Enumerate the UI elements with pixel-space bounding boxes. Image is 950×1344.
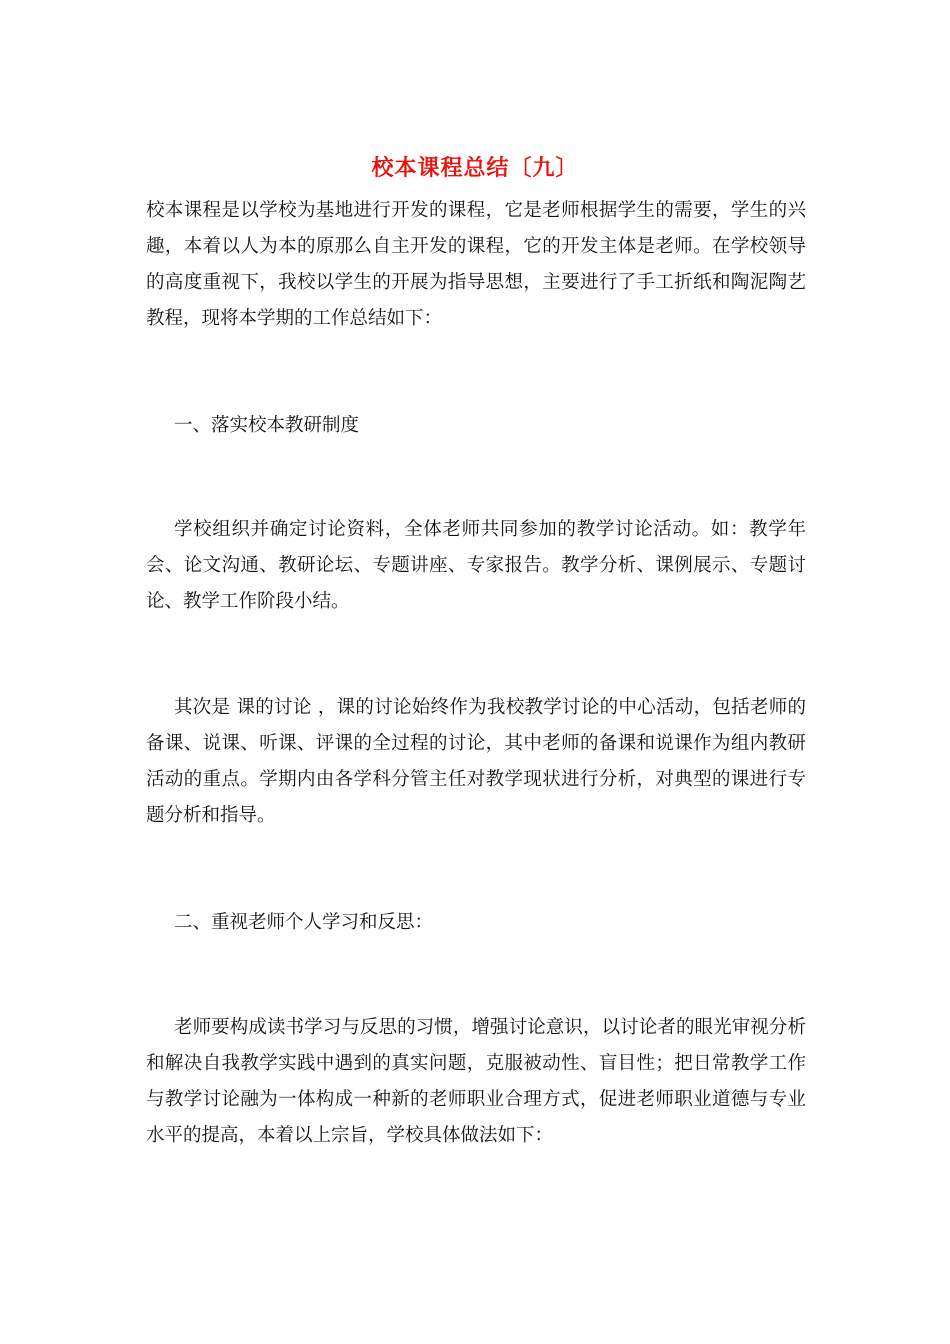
document-title: 校本课程总结〔九〕 [371, 155, 579, 181]
intro-paragraph: 校本课程是以学校为基地进行开发的课程，它是老师根据学生的需要，学生的兴趣，本着以人为本的原那么自主开发的课程，它的开发主体是老师。在学校领导的高度重视下，我校以学生的开展为指导思想，主要进行了手工折纸和陶泥陶艺教程，现将本学期的工作总结如下： [146, 200, 806, 329]
section1-heading: 一、落实校本教研制度 [174, 415, 360, 436]
section1-paragraph-2: 其次是 课的讨论 ，课的讨论始终作为我校教学讨论的中心活动，包括老师的备课、说课、听课、评课的全过程的讨论，其中老师的备课和说课作为组内教研活动的重点。学期内由各学科分管主任对教学现状进行分析，对典型的课进行专题分析和指导。 [146, 697, 806, 826]
section1-paragraph-1: 学校组织并确定讨论资料，全体老师共同参加的教学讨论活动。如：教学年会、论文沟通、教研论坛、专题讲座、专家报告。教学分析、课例展示、专题讨论、教学工作阶段小结。 [146, 519, 806, 612]
section2-paragraph-1: 老师要构成读书学习与反思的习惯，增强讨论意识，以讨论者的眼光审视分析和解决自我教学实践中遇到的真实问题，克服被动性、盲目性；把日常教学工作与教学讨论融为一体构成一种新的老师职业合理方式，促进老师职业道德与专业水平的提高，本着以上宗旨，学校具体做法如下： [146, 1017, 806, 1146]
section2-heading: 二、重视老师个人学习和反思： [174, 912, 434, 933]
